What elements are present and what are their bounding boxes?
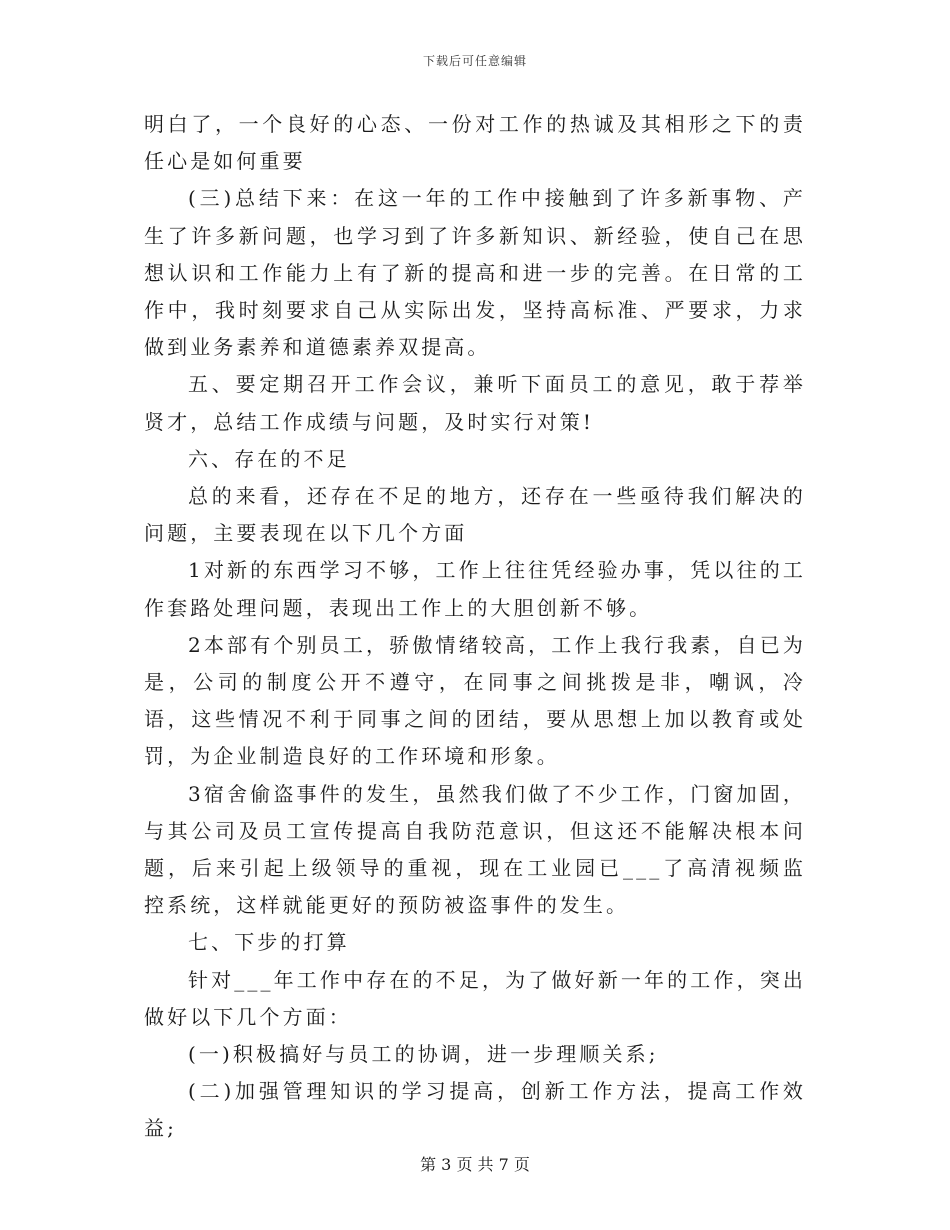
plan-item-2: (二)加强管理知识的学习提高，创新工作方法，提高工作效益; xyxy=(144,1079,806,1141)
list-item-1: 1对新的东西学习不够，工作上往往凭经验办事，凭以往的工作套路处理问题，表现出工作上的大胆创新不够。 xyxy=(144,558,806,620)
heading-section-seven: 七、下步的打算 xyxy=(188,930,350,955)
list-item-2: 2本部有个别员工，骄傲情绪较高，工作上我行我素，自已为是，公司的制度公开不遵守，在同事之间挑拨是非，嘲讽，冷语，这些情况不利于同事之间的团结，要从思想上加以教育或处罚，为企业制造良好的工作环境和形象。 xyxy=(144,632,806,769)
paragraph-summary: (三)总结下来：在这一年的工作中接触到了许多新事物、产生了许多新问题，也学习到了许多新知识、新经验，使自己在思想认识和工作能力上有了新的提高和进一步的完善。在日常的工作中，我时刻要求自己从实际出发，坚持高标准、严要求，力求做到业务素养和道德素养双提高。 xyxy=(144,186,806,360)
paragraph-overview: 总的来看，还存在不足的地方，还存在一些亟待我们解决的问题，主要表现在以下几个方面 xyxy=(144,484,806,546)
list-item-3: 3宿舍偷盗事件的发生，虽然我们做了不少工作，门窗加固，与其公司及员工宣传提高自我防范意识，但这还不能解决根本问题，后来引起上级领导的重视，现在工业园已___了高清视频监控系统，这样就能更好的预防被盗事件的发生。 xyxy=(144,781,806,918)
paragraph-section-five: 五、要定期召开工作会议，兼听下面员工的意见，敢于荐举贤才，总结工作成绩与问题，及时实行对策! xyxy=(144,372,806,434)
plan-item-1: (一)积极搞好与员工的协调，进一步理顺关系; xyxy=(188,1042,659,1067)
page-header-note: 下载后可任意编辑 xyxy=(422,54,527,68)
document-body xyxy=(144,106,806,1148)
paragraph-plan-intro: 针对___年工作中存在的不足，为了做好新一年的工作，突出做好以下几个方面： xyxy=(144,967,806,1029)
paragraph-continuation: 明白了，一个良好的心态、一份对工作的热诚及其相形之下的责任心是如何重要 xyxy=(144,112,806,174)
heading-section-six: 六、存在的不足 xyxy=(188,446,350,471)
page-number-label: 第 3 页 共 7 页 xyxy=(420,1155,530,1174)
